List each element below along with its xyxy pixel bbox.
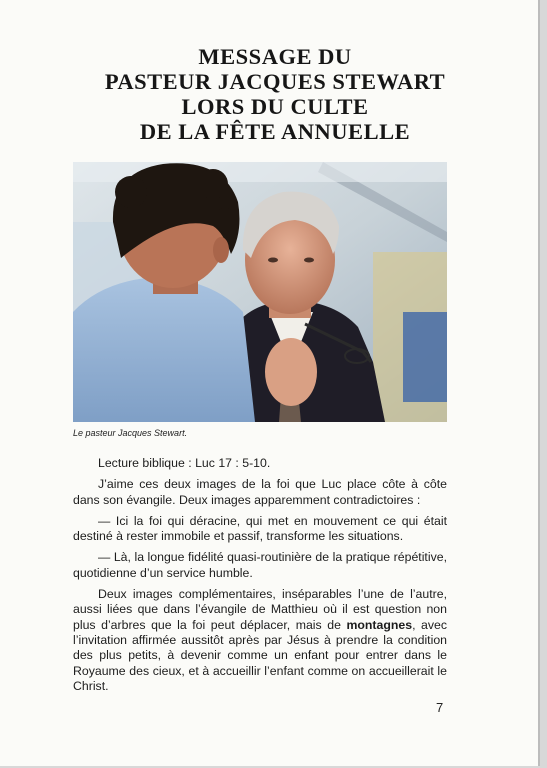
paragraph-text: , avec l’invitation affirmée aussitôt après par Jésus à prendre la condition des plus petits, à devenir comme un enfant pour entrer dans le Royaume des cieux, et à accueillir l’enfant comme on accueillerait le Christ. bbox=[73, 617, 447, 693]
title-line-4: DE LA FÊTE ANNUELLE bbox=[139, 119, 411, 144]
bible-reading: Lecture biblique : Luc 17 : 5-10. bbox=[98, 456, 271, 470]
photo-caption: Le pasteur Jacques Stewart. bbox=[73, 428, 188, 438]
paragraph bbox=[73, 587, 447, 694]
paragraph: J’aime ces deux images de la foi que Luc place côte à côte dans son évangile. Deux images apparemment contradictoires : bbox=[73, 477, 447, 507]
article-body bbox=[73, 456, 447, 700]
paragraph: — Là, la longue fidélité quasi-routinière de la pratique répétitive, quotidienne d’un service humble. bbox=[73, 550, 447, 580]
title-line-1: MESSAGE DU bbox=[198, 44, 352, 69]
paragraph-text: Deux images complémentaires, inséparables l’une de l’autre, aussi liées que dans l’évangile de Matthieu où il est question non plus d’arbres que la foi peut déplacer, mais de bbox=[73, 587, 447, 632]
title-line-3: LORS DU CULTE bbox=[181, 94, 369, 119]
paragraph: — Ici la foi qui déracine, qui met en mouvement ce qui était destiné à rester immobile et passif, transforme les situations. bbox=[73, 513, 447, 544]
page-number: 7 bbox=[436, 700, 444, 715]
title-line-2: PASTEUR JACQUES STEWART bbox=[104, 69, 446, 94]
pastor-photo bbox=[73, 162, 447, 422]
bold-word: montagnes bbox=[346, 617, 413, 632]
page-title bbox=[40, 44, 510, 144]
